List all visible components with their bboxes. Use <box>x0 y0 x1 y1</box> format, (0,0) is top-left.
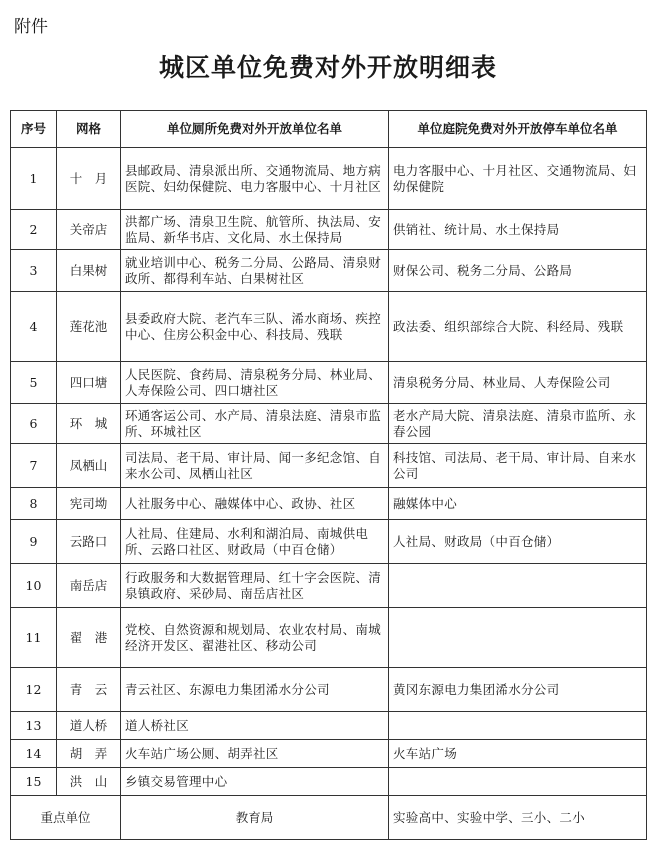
row-parking-units: 政法委、组织部综合大院、科经局、残联 <box>389 292 647 362</box>
header-no: 序号 <box>11 111 57 148</box>
table-row <box>11 488 647 520</box>
row-number: 5 <box>11 362 57 404</box>
row-toilet-units: 司法局、老干局、审计局、闻一多纪念馆、自来水公司、凤栖山社区 <box>121 444 389 488</box>
row-number: 6 <box>11 404 57 444</box>
row-number: 12 <box>11 668 57 712</box>
table-row <box>11 564 647 608</box>
table-row <box>11 292 647 362</box>
row-toilet-units: 人社服务中心、融媒体中心、政协、社区 <box>121 488 389 520</box>
row-grid: 白果树 <box>57 250 121 292</box>
row-number: 14 <box>11 740 57 768</box>
row-parking-units <box>389 564 647 608</box>
row-grid: 莲花池 <box>57 292 121 362</box>
row-toilet-units: 县邮政局、清泉派出所、交通物流局、地方病医院、妇幼保健院、电力客服中心、十月社区 <box>121 148 389 210</box>
row-toilet-units: 人民医院、食药局、清泉税务分局、林业局、人寿保险公司、四口塘社区 <box>121 362 389 404</box>
row-number: 11 <box>11 608 57 668</box>
row-grid: 南岳店 <box>57 564 121 608</box>
row-number: 8 <box>11 488 57 520</box>
open-units-table <box>10 110 647 840</box>
row-grid: 关帝店 <box>57 210 121 250</box>
table-header-row <box>11 111 647 148</box>
header-toilets: 单位厕所免费对外开放单位名单 <box>121 111 389 148</box>
table-row <box>11 148 647 210</box>
row-number: 3 <box>11 250 57 292</box>
table-row <box>11 444 647 488</box>
table-row <box>11 740 647 768</box>
page-title: 城区单位免费对外开放明细表 <box>158 53 497 82</box>
table-row <box>11 608 647 668</box>
row-toilet-units: 县委政府大院、老汽车三队、浠水商场、疾控中心、住房公积金中心、科技局、残联 <box>121 292 389 362</box>
key-units-row <box>11 796 647 840</box>
key-units-toilets: 教育局 <box>121 796 389 840</box>
row-number: 13 <box>11 712 57 740</box>
key-units-parking: 实验高中、实验中学、三小、二小 <box>389 796 647 840</box>
row-grid: 洪 山 <box>57 768 121 796</box>
row-number: 10 <box>11 564 57 608</box>
row-grid: 道人桥 <box>57 712 121 740</box>
row-parking-units: 清泉税务分局、林业局、人寿保险公司 <box>389 362 647 404</box>
row-grid: 云路口 <box>57 520 121 564</box>
header-parking: 单位庭院免费对外开放停车单位名单 <box>389 111 647 148</box>
row-toilet-units: 火车站广场公厕、胡弄社区 <box>121 740 389 768</box>
row-parking-units: 老水产局大院、清泉法庭、清泉市监所、永春公园 <box>389 404 647 444</box>
table-row <box>11 520 647 564</box>
table-row <box>11 210 647 250</box>
row-number: 7 <box>11 444 57 488</box>
table-row <box>11 404 647 444</box>
row-grid: 青 云 <box>57 668 121 712</box>
row-parking-units <box>389 608 647 668</box>
row-parking-units: 供销社、统计局、水土保持局 <box>389 210 647 250</box>
row-toilet-units: 乡镇交易管理中心 <box>121 768 389 796</box>
row-number: 15 <box>11 768 57 796</box>
row-parking-units: 财保公司、税务二分局、公路局 <box>389 250 647 292</box>
table-body <box>11 148 647 840</box>
table-row <box>11 362 647 404</box>
row-parking-units: 科技馆、司法局、老干局、审计局、自来水公司 <box>389 444 647 488</box>
row-toilet-units: 青云社区、东源电力集团浠水分公司 <box>121 668 389 712</box>
row-grid: 十 月 <box>57 148 121 210</box>
row-toilet-units: 行政服务和大数据管理局、红十字会医院、清泉镇政府、采砂局、南岳店社区 <box>121 564 389 608</box>
row-grid: 环 城 <box>57 404 121 444</box>
row-number: 2 <box>11 210 57 250</box>
table-row <box>11 712 647 740</box>
table-row <box>11 250 647 292</box>
row-number: 9 <box>11 520 57 564</box>
attachment-label: 附件 <box>14 17 48 37</box>
header-grid: 网格 <box>57 111 121 148</box>
row-toilet-units: 洪都广场、清泉卫生院、航管所、执法局、安监局、新华书店、文化局、水土保持局 <box>121 210 389 250</box>
table-row <box>11 668 647 712</box>
row-toilet-units: 就业培训中心、税务二分局、公路局、清泉财政所、都得利车站、白果树社区 <box>121 250 389 292</box>
table-row <box>11 768 647 796</box>
row-toilet-units: 党校、自然资源和规划局、农业农村局、南城经济开发区、翟港社区、移动公司 <box>121 608 389 668</box>
row-parking-units <box>389 768 647 796</box>
row-parking-units: 火车站广场 <box>389 740 647 768</box>
row-grid: 胡 弄 <box>57 740 121 768</box>
row-grid: 宪司坳 <box>57 488 121 520</box>
row-toilet-units: 人社局、住建局、水利和湖泊局、南城供电所、云路口社区、财政局（中百仓储） <box>121 520 389 564</box>
row-toilet-units: 环通客运公司、水产局、清泉法庭、清泉市监所、环城社区 <box>121 404 389 444</box>
row-parking-units: 电力客服中心、十月社区、交通物流局、妇幼保健院 <box>389 148 647 210</box>
row-number: 1 <box>11 148 57 210</box>
row-grid: 翟 港 <box>57 608 121 668</box>
row-parking-units: 融媒体中心 <box>389 488 647 520</box>
row-parking-units: 人社局、财政局（中百仓储） <box>389 520 647 564</box>
row-toilet-units: 道人桥社区 <box>121 712 389 740</box>
row-grid: 凤栖山 <box>57 444 121 488</box>
row-parking-units <box>389 712 647 740</box>
row-grid: 四口塘 <box>57 362 121 404</box>
row-parking-units: 黄冈东源电力集团浠水分公司 <box>389 668 647 712</box>
key-units-label: 重点单位 <box>11 796 121 840</box>
row-number: 4 <box>11 292 57 362</box>
